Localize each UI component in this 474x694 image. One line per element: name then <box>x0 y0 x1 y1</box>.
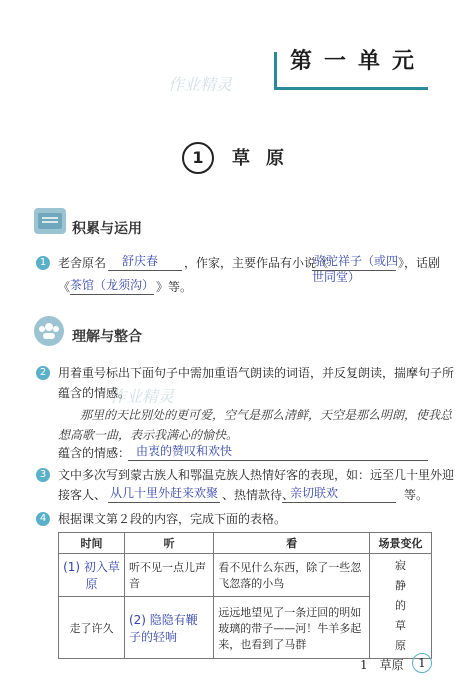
q3-answer-2: 亲切联欢 <box>290 486 339 500</box>
q1-text-1: 老舍原名 <box>58 256 107 270</box>
cell-time: (1) 初入草原 <box>59 554 125 597</box>
cell-look: 看不见什么东西，除了一些忽飞忽落的小鸟 <box>214 554 370 597</box>
q1-text-5: 》等。 <box>156 280 193 294</box>
cell-time: 走了许久 <box>59 597 125 659</box>
q3-line-1: 文中多次写到蒙古族人和鄂温克族人热情好客的表现，如：远至几十里外迎 <box>58 468 455 482</box>
table-header: 场景变化 <box>370 533 432 554</box>
cell-scene-change <box>370 554 432 659</box>
q1-answer-drama: 茶馆（龙须沟） <box>70 278 155 292</box>
question-number: 3 <box>36 468 50 482</box>
lesson-title: 草原 <box>232 148 300 169</box>
table-header: 看 <box>214 533 370 554</box>
q1-answer-novel-cont: 世同堂） <box>312 270 361 284</box>
q1-text-3: 》，话剧 <box>398 256 441 270</box>
scene-char: 静 <box>395 579 407 592</box>
table-header-row <box>59 533 432 554</box>
scene-table <box>58 532 432 659</box>
q3-text-3: 等。 <box>404 488 429 502</box>
scene-char: 原 <box>395 639 407 652</box>
scene-char: 的 <box>395 599 407 612</box>
unit-title <box>268 48 428 90</box>
cell-look: 远远地望见了一条迂回的明如玻璃的带子——河！牛羊多起来，也看到了马群 <box>214 597 370 659</box>
watermark: 作业精灵 <box>168 75 233 94</box>
scene-char: 寂 <box>395 559 407 572</box>
book-icon <box>34 208 66 234</box>
q2-line-2: 蕴含的情感。 <box>58 386 131 400</box>
question-number: 2 <box>36 366 50 380</box>
cell-listen: (2) 隐隐有鞭子的轻响 <box>124 597 213 659</box>
footer-label: 1 草原 <box>360 658 404 672</box>
answer-blank <box>108 270 182 271</box>
table-row <box>59 554 432 597</box>
answer-blank <box>108 502 220 503</box>
table-header: 听 <box>124 533 213 554</box>
scene-char: 草 <box>395 619 407 632</box>
unit-title-text: 第一单元 <box>290 48 427 74</box>
q3-answer-1: 从几十里外赶来欢聚 <box>110 486 219 500</box>
section-title-understand: 理解与整合 <box>72 329 142 345</box>
question-number: 4 <box>36 512 50 526</box>
watermark: 作业精灵 <box>110 387 175 406</box>
answer-blank <box>282 502 396 503</box>
q1-answer-novel: 骆驼祥子（或四 <box>314 254 399 268</box>
answer-blank <box>70 294 154 295</box>
q2-emotion-answer: 由衷的赞叹和欢快 <box>136 444 233 458</box>
table-header: 时间 <box>59 533 125 554</box>
q2-quote-2: 想高歌一曲，表示我满心的愉快。 <box>58 428 239 442</box>
q2-line-1: 用着重号标出下面句子中需加重语气朗读的词语，并反复朗读，揣摩句子所 <box>58 366 455 380</box>
question-number: 1 <box>36 256 50 270</box>
section-title-accumulate: 积累与运用 <box>72 221 142 237</box>
q1-text-4: 《 <box>58 280 71 294</box>
page-number: 1 <box>412 653 432 673</box>
cell-listen: 听不见一点儿声音 <box>124 554 213 597</box>
answer-blank <box>128 460 428 461</box>
q1-answer-name: 舒庆春 <box>122 254 159 268</box>
unit-title-bar <box>274 52 277 90</box>
q1-text-2: ，作家，主要作品有小说《 <box>184 256 329 270</box>
unit-title-underline <box>274 87 428 90</box>
q3-text-1: 接客人、 <box>58 488 107 502</box>
people-icon <box>34 316 64 346</box>
q3-text-2: 、热情款待、 <box>222 488 295 502</box>
q2-quote-1: 那里的天比别处的更可爱，空气是那么清鲜，天空是那么明朗，使我总 <box>80 408 453 422</box>
lesson-number: 1 <box>182 142 214 174</box>
q2-emotion-label: 蕴含的情感： <box>58 446 131 460</box>
q4-text: 根据课文第２段的内容，完成下面的表格。 <box>58 512 287 526</box>
